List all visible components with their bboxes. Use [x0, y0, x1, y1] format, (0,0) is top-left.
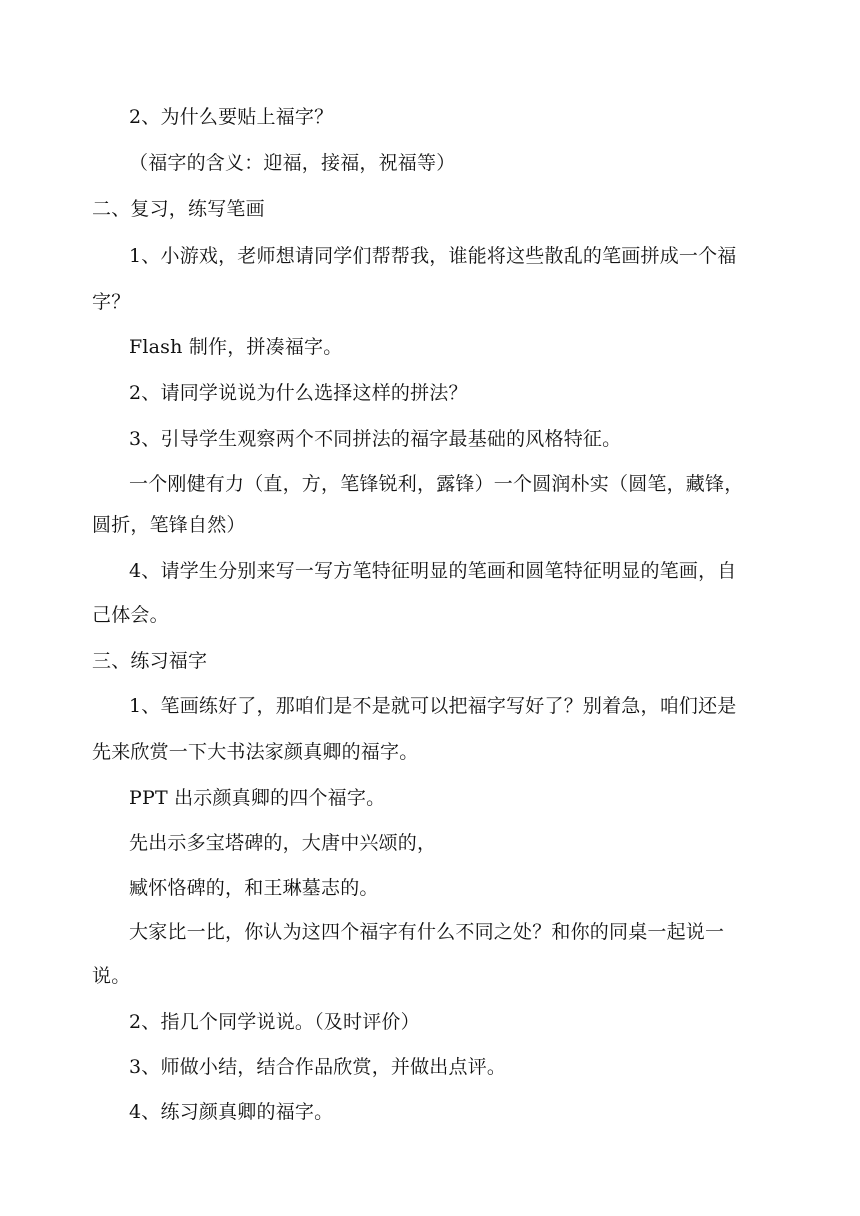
section-heading-3: 三、练习福字	[92, 650, 208, 672]
game-item-line-2: 字？	[92, 291, 131, 313]
compare-line-2: 说。	[92, 965, 131, 987]
practice-item-1-line-1: 1、笔画练好了，那咱们是不是就可以把福字写好了？别着急，咱们还是	[129, 695, 737, 717]
item-3: 3、引导学生观察两个不同拼法的福字最基础的风格特征。	[129, 428, 622, 450]
flash-note: Flash 制作，拼凑福字。	[129, 336, 343, 358]
item-4-line-2: 己体会。	[92, 604, 169, 626]
then-show-note: 臧怀恪碑的，和王琳墓志的。	[129, 877, 379, 899]
section-heading-2: 二、复习，练写笔画	[92, 198, 265, 220]
item-4-line-1: 4、请学生分别来写一写方笔特征明显的笔画和圆笔特征明显的笔画，自	[129, 560, 737, 582]
style-desc-line-2: 圆折，笔锋自然）	[92, 514, 246, 536]
question-2: 2、为什么要贴上福字？	[129, 106, 334, 128]
ppt-note: PPT 出示颜真卿的四个福字。	[129, 787, 386, 809]
compare-line-1: 大家比一比，你认为这四个福字有什么不同之处？和你的同桌一起说一	[129, 921, 725, 943]
practice-item-4: 4、练习颜真卿的福字。	[129, 1101, 334, 1123]
practice-item-3: 3、师做小结，结合作品欣赏，并做出点评。	[129, 1056, 507, 1078]
practice-item-1-line-2: 先来欣赏一下大书法家颜真卿的福字。	[92, 741, 419, 763]
game-item-line-1: 1、小游戏，老师想请同学们帮帮我，谁能将这些散乱的笔画拼成一个福	[129, 245, 737, 267]
practice-item-2: 2、指几个同学说说。（及时评价）	[129, 1011, 420, 1033]
first-show-note: 先出示多宝塔碑的，大唐中兴颂的，	[129, 832, 437, 854]
style-desc-line-1: 一个刚健有力（直，方，笔锋锐利，露锋）一个圆润朴实（圆笔，藏锋，	[129, 473, 744, 495]
fu-meaning-note: （福字的含义：迎福，接福，祝福等）	[129, 152, 456, 174]
item-2: 2、请同学说说为什么选择这样的拼法？	[129, 382, 468, 404]
